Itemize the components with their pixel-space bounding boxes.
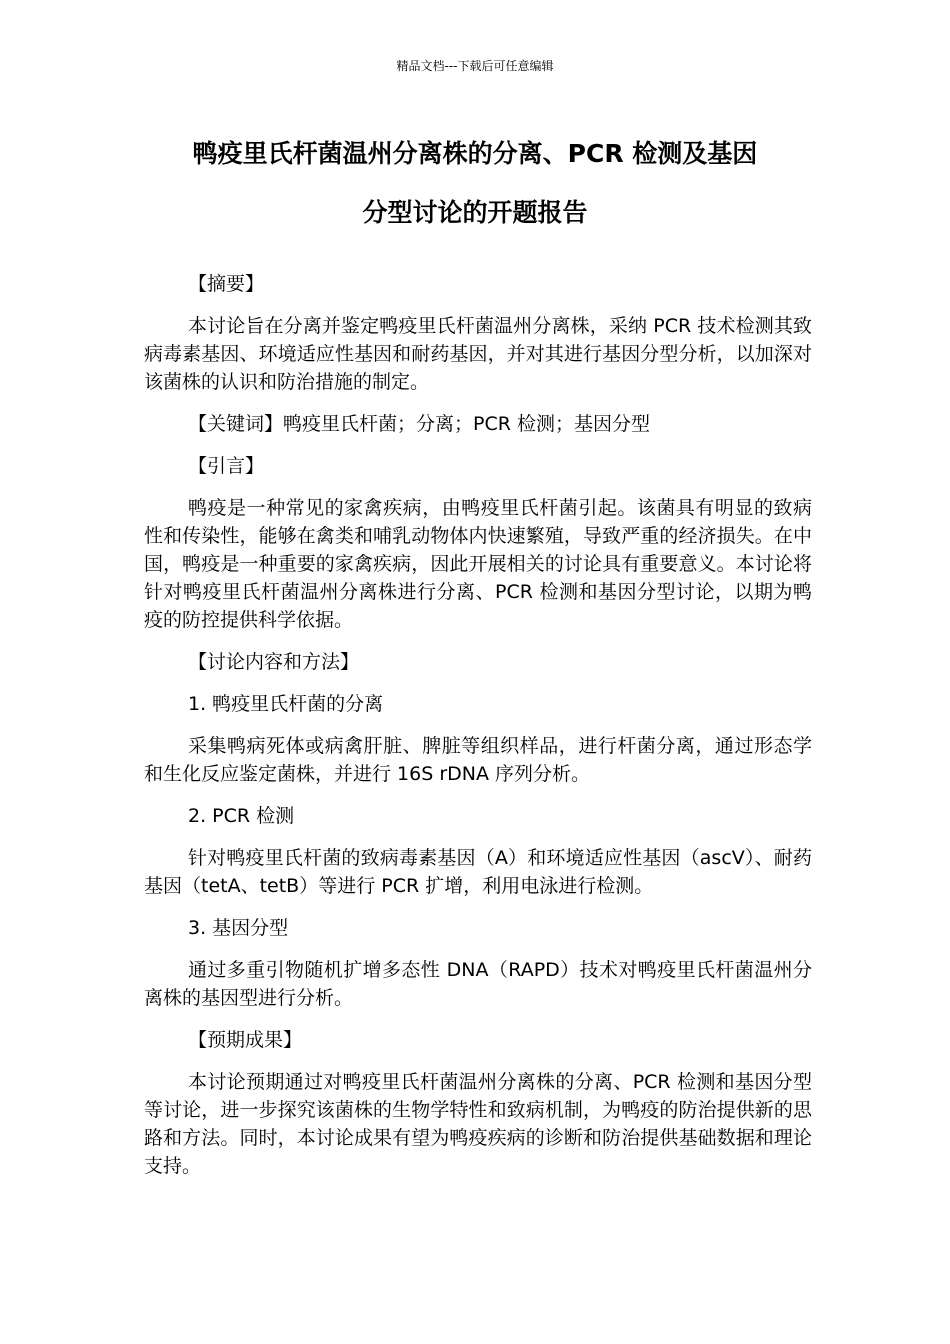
header-note: 精品文档---下载后可任意编辑 [396, 59, 554, 73]
intro-paragraph: 鸭疫是一种常见的家禽疾病，由鸭疫里氏杆菌引起。该菌具有明显的致病性和传染性，能够在禽类和哺乳动物体内快速繁殖，导致严重的经济损失。在中国，鸭疫是一种重要的家禽疾病，因此开展相关的讨论具有重要意义。本讨论将针对鸭疫里氏杆菌温州分离株进行分离、PCR 检测和基因分型讨论，以期为鸭疫的防控提供科学依据。 [144, 497, 812, 631]
methods-heading: 【讨论内容和方法】 [188, 651, 360, 673]
method-2-paragraph: 针对鸭疫里氏杆菌的致病毒素基因（A）和环境适应性基因（ascV）、耐药基因（tetA、tetB）等进行 PCR 扩增，利用电泳进行检测。 [144, 847, 812, 897]
method-2-heading: 2. PCR 检测 [188, 805, 295, 827]
document-body [144, 270, 812, 1180]
method-3-paragraph: 通过多重引物随机扩增多态性 DNA（RAPD）技术对鸭疫里氏杆菌温州分离株的基因型进行分析。 [144, 959, 812, 1009]
method-3-heading: 3. 基因分型 [188, 917, 289, 939]
document-title-line-2: 分型讨论的开题报告 [362, 198, 588, 227]
results-paragraph: 本讨论预期通过对鸭疫里氏杆菌温州分离株的分离、PCR 检测和基因分型等讨论，进一步探究该菌株的生物学特性和致病机制，为鸭疫的防治提供新的思路和方法。同时，本讨论成果有望为鸭疫疾病的诊断和防治提供基础数据和理论支持。 [144, 1071, 812, 1177]
document-title-line-1: 鸭疫里氏杆菌温州分离株的分离、PCR 检测及基因 [192, 139, 758, 168]
results-heading: 【预期成果】 [188, 1029, 303, 1051]
abstract-paragraph: 本讨论旨在分离并鉴定鸭疫里氏杆菌温州分离株，采纳 PCR 技术检测其致病毒素基因、环境适应性基因和耐药基因，并对其进行基因分型分析，以加深对该菌株的认识和防治措施的制定。 [144, 315, 812, 393]
abstract-heading: 【摘要】 [188, 273, 265, 295]
intro-heading: 【引言】 [188, 455, 265, 477]
keywords-line: 【关键词】鸭疫里氏杆菌；分离；PCR 检测；基因分型 [188, 413, 650, 435]
method-1-paragraph: 采集鸭病死体或病禽肝脏、脾脏等组织样品，进行杆菌分离，通过形态学和生化反应鉴定菌株，并进行 16S rDNA 序列分析。 [144, 735, 812, 785]
method-1-heading: 1. 鸭疫里氏杆菌的分离 [188, 693, 384, 715]
